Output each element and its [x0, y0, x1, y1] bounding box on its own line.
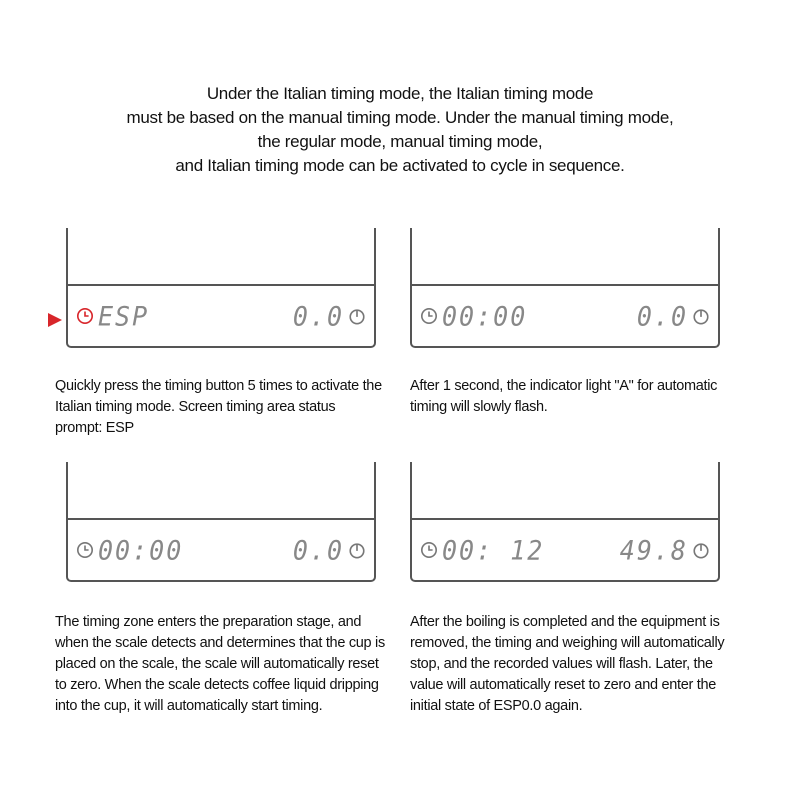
timer-readout: 00:00 — [98, 534, 184, 566]
intro-line: the regular mode, manual timing mode, — [257, 132, 543, 151]
pointer-arrow-icon — [48, 313, 62, 327]
scale-divider — [412, 284, 718, 286]
weight-readout: 0.0 — [636, 300, 688, 332]
intro-line: must be based on the manual timing mode. Under the manual timing mode, — [126, 108, 674, 127]
step-caption: After 1 second, the indicator light "A" for automatic timing will slowly flash. — [410, 378, 718, 415]
lcd-display — [420, 300, 710, 332]
scale-display-panel — [66, 462, 376, 582]
timer-button-icon — [348, 541, 366, 559]
lcd-display — [76, 534, 366, 566]
timer-button-icon — [692, 541, 710, 559]
intro-line: Under the Italian timing mode, the Italian timing mode — [206, 84, 594, 103]
timer-readout: 00: 12 — [442, 534, 545, 566]
step-caption: Quickly press the timing button 5 times to activate the Italian timing mode. Screen timing area status prompt: ESP — [55, 378, 382, 436]
scale-display-panel — [410, 462, 720, 582]
timer-readout: 00:00 — [442, 300, 528, 332]
scale-display-panel — [66, 228, 376, 348]
scale-divider — [412, 518, 718, 520]
weight-readout: 0.0 — [292, 300, 344, 332]
scale-divider — [68, 284, 374, 286]
weight-readout: 0.0 — [292, 534, 344, 566]
clock-icon — [76, 307, 94, 325]
lcd-display — [420, 534, 710, 566]
clock-icon — [76, 541, 94, 559]
timer-button-icon — [348, 307, 366, 325]
intro-line: and Italian timing mode can be activated to cycle in sequence. — [175, 156, 625, 175]
timer-readout: ESP — [98, 300, 150, 332]
clock-icon — [420, 307, 438, 325]
timer-button-icon — [692, 307, 710, 325]
lcd-display — [76, 300, 366, 332]
scale-display-panel — [410, 228, 720, 348]
step-caption: The timing zone enters the preparation stage, and when the scale detects and determines that the cup is placed on the scale, the scale will automatically reset to zero. When the scale detects coffee liquid dripping into the cup, it will automatically start timing. — [55, 614, 385, 714]
weight-readout: 49.8 — [619, 534, 688, 566]
scale-divider — [68, 518, 374, 520]
step-caption: After the boiling is completed and the equipment is removed, the timing and weighing will automatically stop, and the recorded values will flash. Later, the value will automatically reset to zero and enter the initial state of ESP0.0 again. — [410, 614, 725, 714]
intro-text — [0, 82, 800, 178]
clock-icon — [420, 541, 438, 559]
